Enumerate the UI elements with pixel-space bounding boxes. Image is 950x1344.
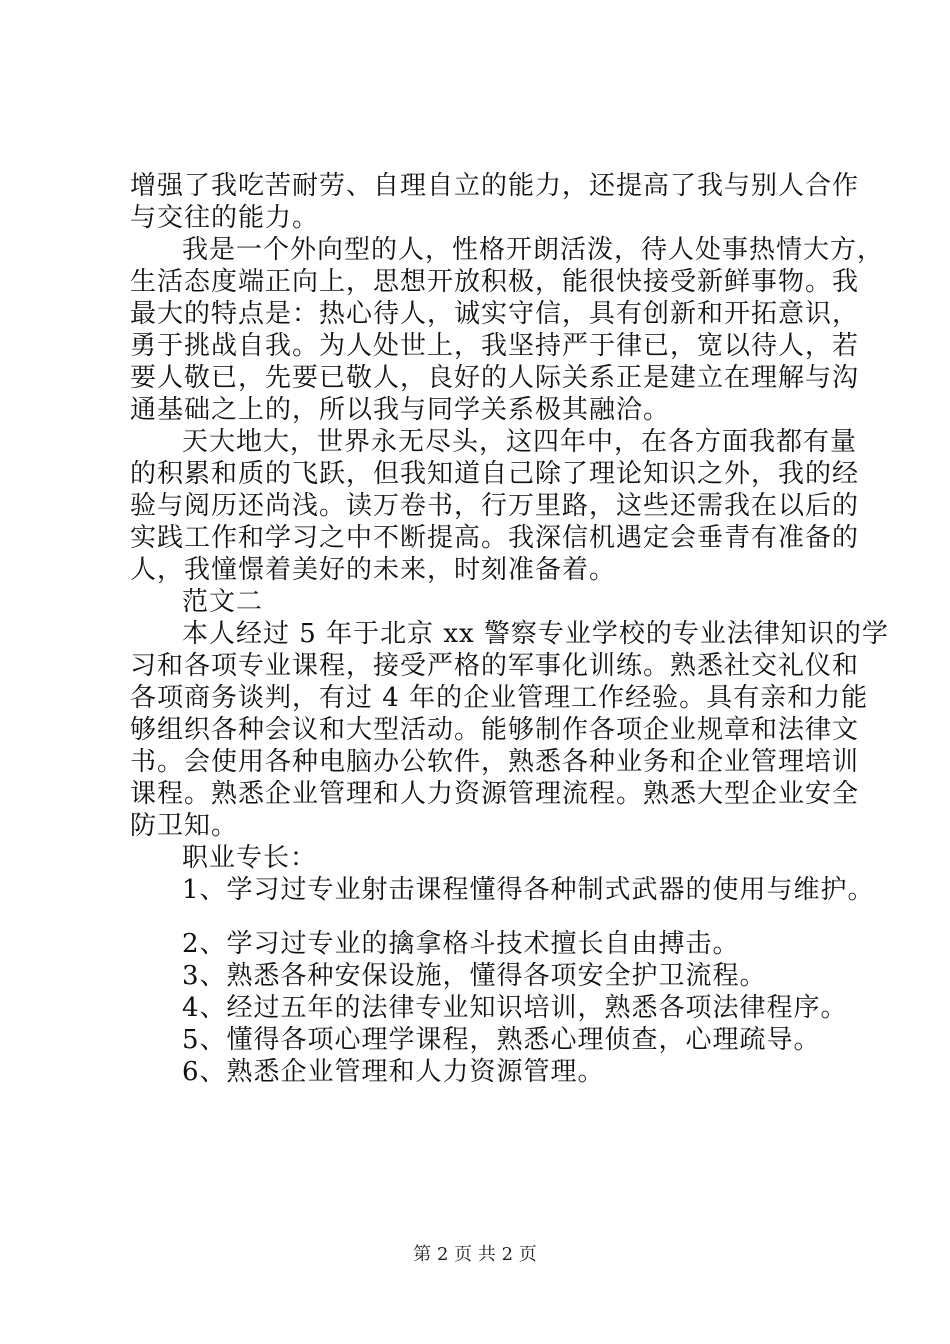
- specialty-item: 5、懂得各项心理学课程，熟悉心理侦查，心理疏导。: [182, 1025, 821, 1055]
- document-body: [130, 170, 889, 1088]
- specialty-item: 1、学习过专业射击课程懂得各种制式武器的使用与维护。: [182, 875, 875, 905]
- paragraph-line: 实践工作和学习之中不断提高。我深信机遇定会垂青有准备的: [130, 523, 860, 553]
- specialty-item: 3、熟悉各种安保设施，懂得各项安全护卫流程。: [182, 961, 767, 991]
- paragraph-line: 课程。熟悉企业管理和人力资源管理流程。熟悉大型企业安全: [130, 779, 860, 809]
- paragraph-2: [130, 234, 885, 426]
- paragraph-line: 我是一个外向型的人，性格开朗活泼，待人处事热情大方，: [182, 235, 885, 265]
- specialty-list: [130, 874, 875, 1088]
- specialty-heading: 职业专长：: [182, 843, 318, 873]
- paragraph-3: [130, 426, 860, 586]
- paragraph-line: 勇于挑战自我。为人处世上，我坚持严于律已，宽以待人，若: [130, 331, 860, 361]
- paragraph-line: 要人敬已，先要已敬人，良好的人际关系正是建立在理解与沟: [130, 363, 860, 393]
- paragraph-line: 本人经过 5 年于北京 xx 警察专业学校的专业法律知识的学: [182, 619, 889, 649]
- section-heading: 范文二: [182, 587, 264, 617]
- paragraph-line: 人，我憧憬着美好的未来，时刻准备着。: [130, 555, 617, 585]
- page-number-footer: 第 2 页 共 2 页: [413, 1244, 537, 1265]
- paragraph-line: 书。会使用各种电脑办公软件，熟悉各种业务和企业管理培训: [130, 747, 860, 777]
- paragraph-line: 习和各项专业课程，接受严格的军事化训练。熟悉社交礼仪和: [130, 651, 860, 681]
- specialty-item: 6、熟悉企业管理和人力资源管理。: [182, 1057, 605, 1087]
- paragraph-line: 防卫知。: [130, 811, 239, 841]
- paragraph-4: [130, 618, 889, 842]
- paragraph-line: 验与阅历还尚浅。读万卷书，行万里路，这些还需我在以后的: [130, 491, 860, 521]
- specialty-item: 2、学习过专业的擒拿格斗技术擅长自由搏击。: [182, 929, 740, 959]
- paragraph-line: 通基础之上的，所以我与同学关系极其融洽。: [130, 395, 671, 425]
- blank-line: [130, 906, 830, 928]
- specialty-item: 4、经过五年的法律专业知识培训，熟悉各项法律程序。: [182, 993, 848, 1023]
- paragraph-line: 最大的特点是：热心待人，诚实守信，具有创新和开拓意识，: [130, 299, 860, 329]
- paragraph-line: 够组织各种会议和大型活动。能够制作各项企业规章和法律文: [130, 715, 860, 745]
- paragraph-line: 天大地大，世界永无尽头，这四年中，在各方面我都有量: [182, 427, 858, 457]
- paragraph-line: 各项商务谈判，有过 4 年的企业管理工作经验。具有亲和力能: [130, 683, 869, 713]
- paragraph-line: 生活态度端正向上，思想开放积极，能很快接受新鲜事物。我: [130, 267, 860, 297]
- paragraph-line: 的积累和质的飞跃，但我知道自己除了理论知识之外，我的经: [130, 459, 860, 489]
- paragraph-1: [130, 170, 860, 234]
- paragraph-line: 与交往的能力。: [130, 203, 320, 233]
- paragraph-line: 增强了我吃苦耐劳、自理自立的能力，还提高了我与别人合作: [130, 171, 860, 201]
